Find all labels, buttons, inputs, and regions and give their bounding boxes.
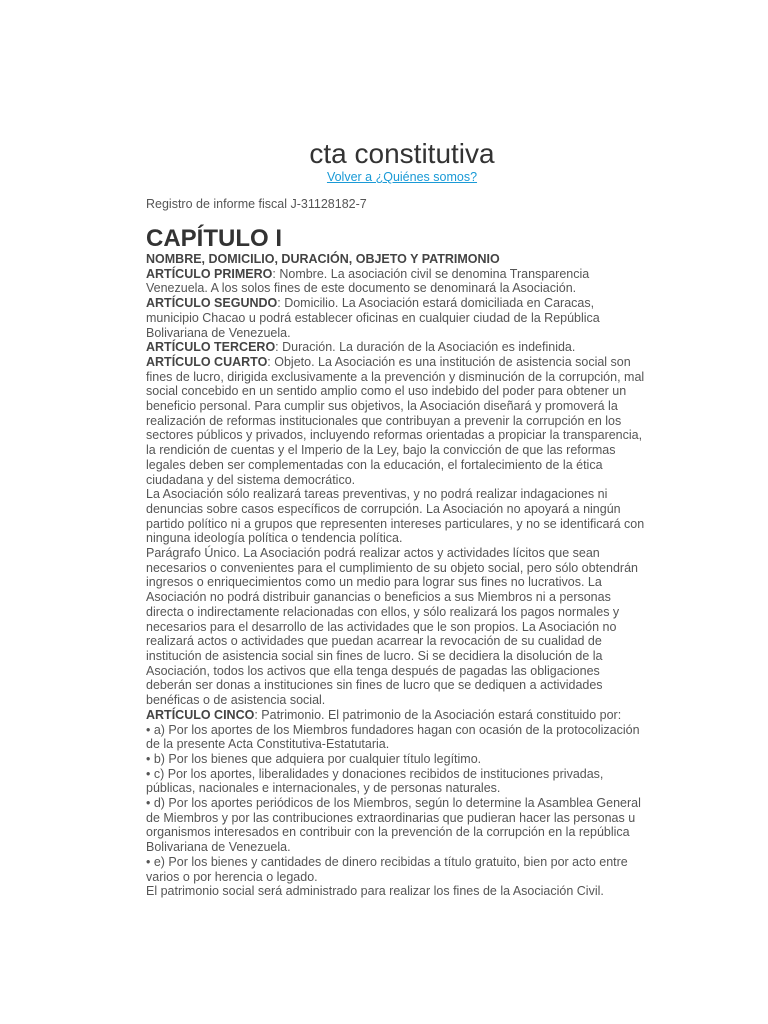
paragraph-text: La Asociación sólo realizará tareas preventivas, y no podrá realizar indagaciones ni denuncias sobre casos específicos de corrupción. La Asociación no apoyará a ningún partido político ni a grupos que representen intereses particulares, y no se identificará con ninguna ideología política o tendencia política.	[146, 487, 645, 546]
list-item: • b) Por los bienes que adquiera por cualquier título legítimo.	[146, 751, 482, 766]
back-to-about-link[interactable]: Volver a ¿Quiénes somos?	[326, 170, 478, 184]
list-item: • e) Por los bienes y cantidades de dinero recibidas a título gratuito, bien por acto entre varios o por herencia o legado.	[146, 854, 628, 884]
article-paragraph	[146, 708, 646, 723]
article-paragraph	[146, 267, 646, 296]
closing-paragraph: El patrimonio social será administrado para realizar los fines de la Asociación Civil.	[146, 884, 604, 899]
article-paragraph	[146, 340, 646, 355]
article-text: : Objeto. La Asociación es una institución de asistencia social son fines de lucro, dirigida exclusivamente a la prevención y disminución de la corrupción, mal social concebido en un sentido amplio como el uso indebido del poder para obtener un beneficio personal. Para cumplir sus objetivos, la Asociación diseñará y promoverá la realización de reformas institucionales que contribuyan a prevenir la corrupción en los sectores públicos y privados, incluyendo reformas orientadas a propiciar la transparencia, la rendición de cuentas y el Imperio de la Ley, bajo la convicción de que las reformas legales deben ser complementadas con la educación, el fortalecimiento de la ética ciudadana y del sistema democrático.	[146, 354, 645, 487]
fiscal-registry-text: Registro de informe fiscal J-31128182-7	[146, 197, 367, 211]
chapter-heading: CAPÍTULO I	[146, 225, 282, 252]
article-label: ARTÍCULO CINCO	[146, 707, 255, 722]
article-text: : Nombre. La asociación civil se denomina Transparencia Venezuela. A los solos fines de este documento se denominará la Asociación.	[146, 266, 590, 296]
chapter-subtitle: NOMBRE, DOMICILIO, DURACIÓN, OBJETO Y PATRIMONIO	[146, 252, 500, 266]
body-paragraph	[146, 546, 646, 708]
article-label: ARTÍCULO CUARTO	[146, 354, 268, 369]
document-body	[146, 252, 646, 899]
article-text: : Patrimonio. El patrimonio de la Asociación estará constituido por:	[254, 707, 622, 722]
article-text: : Domicilio. La Asociación estará domiciliada en Caracas, municipio Chacao u podrá establecer oficinas en cualquier ciudad de la República Bolivariana de Venezuela.	[146, 296, 600, 340]
article-label: ARTÍCULO SEGUNDO	[146, 296, 278, 311]
list-item: • a) Por los aportes de los Miembros fundadores hagan con ocasión de la protocolización de la presente Acta Constitutiva-Estatutaria.	[146, 722, 640, 752]
article-text: : Duración. La duración de la Asociación es indefinida.	[275, 340, 576, 355]
page-title: cta constitutiva	[309, 138, 495, 169]
article-label: ARTÍCULO TERCERO	[146, 340, 276, 355]
article-paragraph	[146, 296, 646, 340]
list-item: • d) Por los aportes periódicos de los Miembros, según lo determine la Asamblea General de Miembros y por las contribuciones extraordinarias que pudieran hacer las personas u organismos interesados en contribuir con la prevención de la corrupción en la república Bolivariana de Venezuela.	[146, 796, 641, 855]
body-paragraph	[146, 487, 646, 546]
paragraph-text: Parágrafo Único. La Asociación podrá realizar actos y actividades lícitos que sean necesarios o convenientes para el cumplimiento de su objeto social, pero sólo obtendrán ingresos o enriquecimientos como un medio para lograr sus fines no lucrativos. La Asociación no podrá distribuir ganancias o beneficios a sus Miembros ni a personas directa o indirectamente relacionadas con ellos, y sólo realizará los pagos normales y necesarios para el desarrollo de las actividades que le son propios. La Asociación no realizará actos o actividades que puedan acarrear la revocación de su cualidad de institución de asistencia social sin fines de lucro. Si se decidiera la disolución de la Asociación, todos los activos que ella tenga después de pagadas las obligaciones deberán ser donas a instituciones sin fines de lucro que se dediquen a actividades benéficas o de asistencia social.	[146, 546, 638, 708]
article-paragraph	[146, 355, 646, 487]
article-label: ARTÍCULO PRIMERO	[146, 266, 273, 281]
list-item: • c) Por los aportes, liberalidades y donaciones recibidos de instituciones privadas, públicas, nacionales e internacionales, y de personas naturales.	[146, 766, 604, 796]
